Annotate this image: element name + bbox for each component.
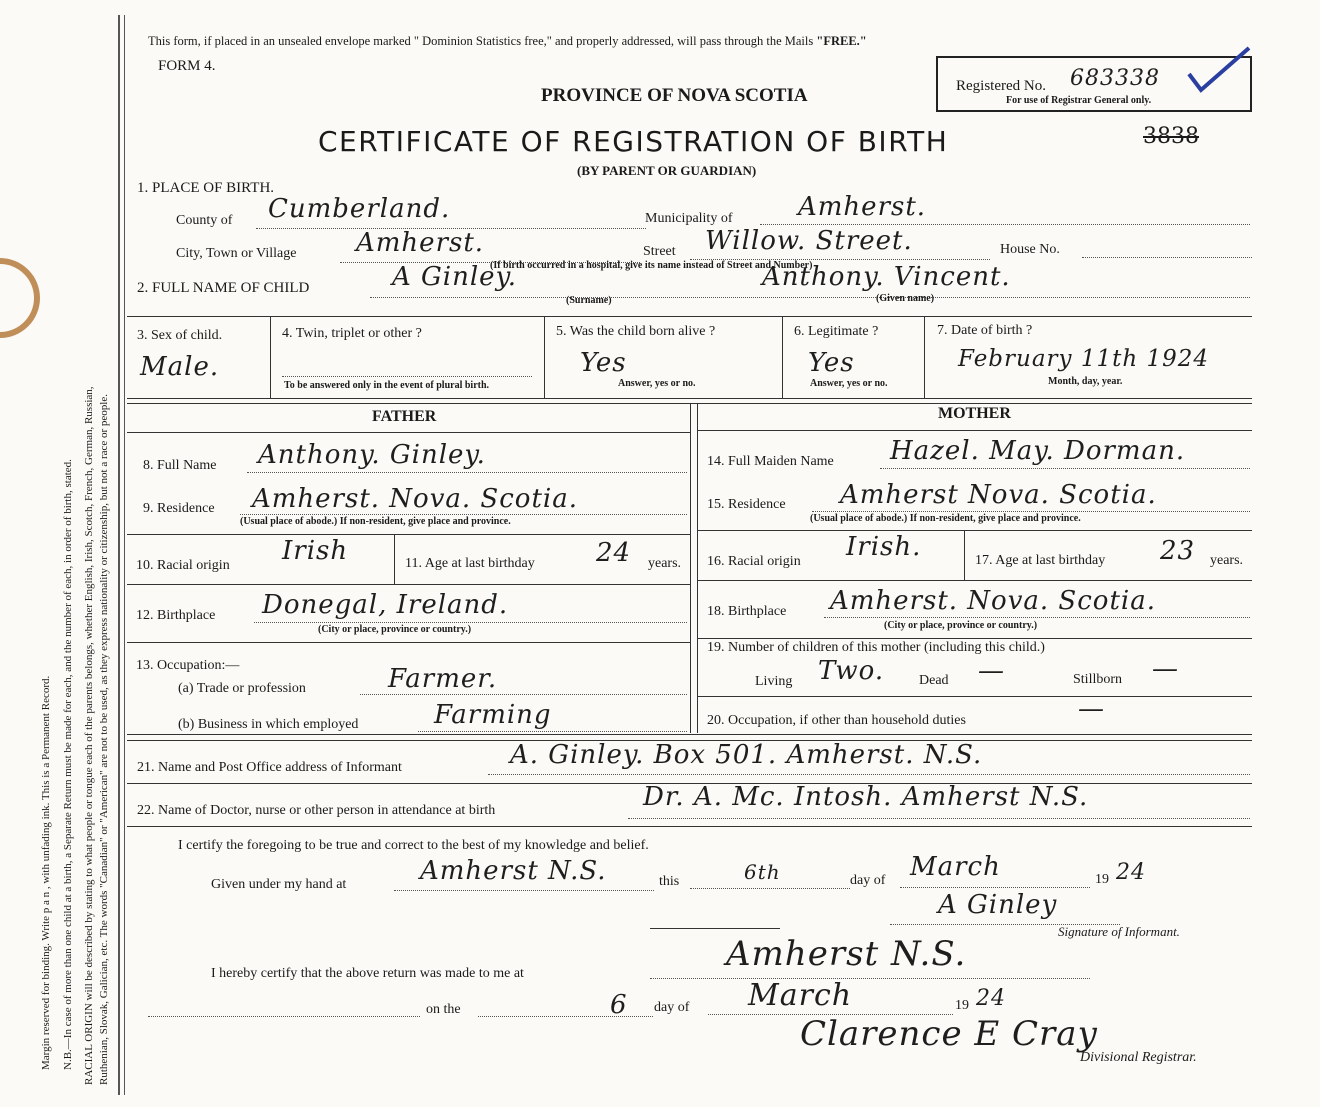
doctor-value: Dr. A. Mc. Intosh. Amherst N.S. [643,782,1089,812]
child-surname-value: A Ginley. [392,262,518,292]
given-place-value: Amherst N.S. [420,856,607,886]
registrar-caption: Divisional Registrar. [1080,1050,1197,1065]
legitimate-note: Answer, yes or no. [810,378,888,389]
father-birthplace-note: (City or place, province or country.) [318,624,472,635]
municipality-label: Municipality of [645,211,733,226]
father-name-value: Anthony. Ginley. [258,440,486,470]
mother-residence-value: Amherst Nova. Scotia. [840,480,1157,510]
this-label: this [659,874,680,889]
stillborn-label: Stillborn [1073,672,1123,687]
certify-day-value: 6th [744,860,781,884]
surname-caption: (Surname) [566,295,612,306]
father-birthplace-label: 12. Birthplace [136,608,216,623]
margin-note-racial-2: Ruthenian, Slovak, Galician, etc. The words "Canadian" or "American" are not to be used, as they express nationality or citizenship, but not a race or people. [98,394,110,1085]
legitimate-value: Yes [808,348,855,378]
certify-dayof-label: day of [850,873,886,888]
registrar-day-value: 6 [610,990,628,1020]
mother-heading: MOTHER [938,405,1011,422]
registrar-year-value: 24 [976,986,1006,1011]
hospital-note: (If birth occurred in a hospital, give its name instead of Street and Number) [490,260,813,271]
city-label: City, Town or Village [176,246,297,261]
house-label: House No. [1000,242,1060,257]
informant-value: A. Ginley. Box 501. Amherst. N.S. [510,740,983,770]
form-number: FORM 4. [158,58,216,74]
certificate-title: CERTIFICATE OF REGISTRATION OF BIRTH [318,125,949,158]
municipality-value: Amherst. [798,192,927,222]
mother-age-value: 23 [1160,536,1196,566]
margin-vertical-rule-2 [124,15,125,1095]
sex-value: Male. [140,352,220,382]
father-trade-label: (a) Trade or profession [178,681,306,696]
father-age-label: 11. Age at last birthday [405,556,535,571]
father-business-value: Farming [434,700,552,730]
stillborn-value: — [1152,654,1179,684]
rust-stain [0,258,40,338]
father-residence-value: Amherst. Nova. Scotia. [252,484,578,514]
registrar-dayof-label: day of [654,1000,690,1015]
certify-year-prefix: 19 [1095,872,1109,887]
corner-mark: 3838 [1143,124,1199,149]
dob-label: 7. Date of birth ? [937,323,1033,338]
registrar-statement: I hereby certify that the above return was made to me at [211,966,524,981]
margin-note-nb: N.B.—In case of more than one child at a birth, a Separate Return must be made for each, and the number of each, in order of birth, stated. [62,459,74,1070]
mother-name-value: Hazel. May. Dorman. [890,436,1186,466]
mother-birthplace-note: (City or place, province or country.) [884,620,1038,631]
father-age-unit: years. [648,556,682,571]
registrar-signature: Clarence E Cray [800,1014,1098,1054]
mother-age-unit: years. [1210,553,1244,568]
registrar-use-note: For use of Registrar General only. [1006,95,1152,106]
informant-signature: A Ginley [938,890,1058,920]
dob-value: February 11th 1924 [958,346,1210,372]
father-heading: FATHER [372,408,437,425]
child-name-label: 2. FULL NAME OF CHILD [137,280,310,296]
registered-label: Registered No. [956,78,1046,94]
certificate-subtitle: (BY PARENT OR GUARDIAN) [577,163,757,178]
mother-birthplace-label: 18. Birthplace [707,604,787,619]
mother-age-label: 17. Age at last birthday [975,553,1106,568]
dead-value: — [978,656,1005,686]
county-label: County of [176,213,233,228]
margin-vertical-rule [118,15,120,1095]
mother-name-label: 14. Full Maiden Name [707,454,834,469]
mail-note-text: This form, if placed in an unsealed envelope marked " Dominion Statistics free," and properly addressed, will pass through the Mails [148,34,814,48]
father-age-value: 24 [596,538,632,568]
check-mark-icon [1185,44,1255,94]
father-trade-value: Farmer. [388,664,498,694]
informant-signature-caption: Signature of Informant. [1058,924,1180,939]
mother-race-value: Irish. [846,532,922,562]
children-count-label: 19. Number of children of this mother (including this child.) [707,640,1045,655]
twin-label: 4. Twin, triplet or other ? [282,326,422,341]
place-of-birth-heading: 1. PLACE OF BIRTH. [137,180,275,196]
father-business-label: (b) Business in which employed [178,717,359,732]
alive-value: Yes [580,348,627,378]
street-value: Willow. Street. [705,226,913,256]
father-birthplace-value: Donegal, Ireland. [262,590,509,620]
living-value: Two. [818,656,885,686]
father-residence-note: (Usual place of abode.) If non-resident, give place and province. [240,516,511,527]
registered-value: 683338 [1070,66,1160,91]
doctor-label: 22. Name of Doctor, nurse or other person in attendance at birth [137,803,496,818]
mail-note [148,34,867,49]
mother-residence-label: 15. Residence [707,497,786,512]
certify-year-value: 24 [1116,860,1146,885]
province-title: PROVINCE OF NOVA SCOTIA [541,85,808,106]
city-value: Amherst. [356,228,485,258]
father-occupation-label: 13. Occupation:— [136,658,240,673]
mother-race-label: 16. Racial origin [707,554,801,569]
given-label: Given under my hand at [211,877,347,892]
twin-note: To be answered only in the event of plural birth. [284,380,490,391]
mother-occupation-label: 20. Occupation, if other than household duties [707,713,966,728]
father-name-label: 8. Full Name [143,458,217,473]
certify-statement: I certify the foregoing to be true and correct to the best of my knowledge and belief. [178,838,649,853]
dob-note: Month, day, year. [1048,376,1123,387]
informant-label: 21. Name and Post Office address of Informant [137,760,402,775]
alive-label: 5. Was the child born alive ? [556,324,716,339]
county-value: Cumberland. [268,194,451,224]
margin-note-binding: Margin reserved for binding. Write p a n , with unfading ink. This is a Permanent Record. [40,675,52,1070]
alive-note: Answer, yes or no. [618,378,696,389]
sex-label: 3. Sex of child. [137,328,223,343]
father-residence-label: 9. Residence [143,501,215,516]
margin-note-racial-1: RACIAL ORIGIN will be described by stating to what people or tongue each of the parents belongs, whether English, Irish, Scotch, French, German, Russian, [83,386,95,1085]
mail-free: "FREE." [816,34,867,48]
living-label: Living [755,674,793,689]
child-given-value: Anthony. Vincent. [762,262,1011,292]
mother-occupation-value: — [1078,694,1105,724]
certify-month-value: March [910,852,1001,882]
given-caption: (Given name) [876,293,935,304]
father-race-label: 10. Racial origin [136,558,230,573]
street-label: Street [643,244,676,259]
registrar-month-value: March [748,978,853,1013]
dead-label: Dead [919,673,949,688]
registrar-year-prefix: 19 [955,998,969,1013]
father-race-value: Irish [282,536,349,566]
mother-residence-note: (Usual place of abode.) If non-resident, give place and province. [810,513,1081,524]
registrar-place-value: Amherst N.S. [726,934,967,974]
legitimate-label: 6. Legitimate ? [794,324,879,339]
registrar-on-label: on the [426,1002,461,1017]
mother-birthplace-value: Amherst. Nova. Scotia. [830,586,1156,616]
